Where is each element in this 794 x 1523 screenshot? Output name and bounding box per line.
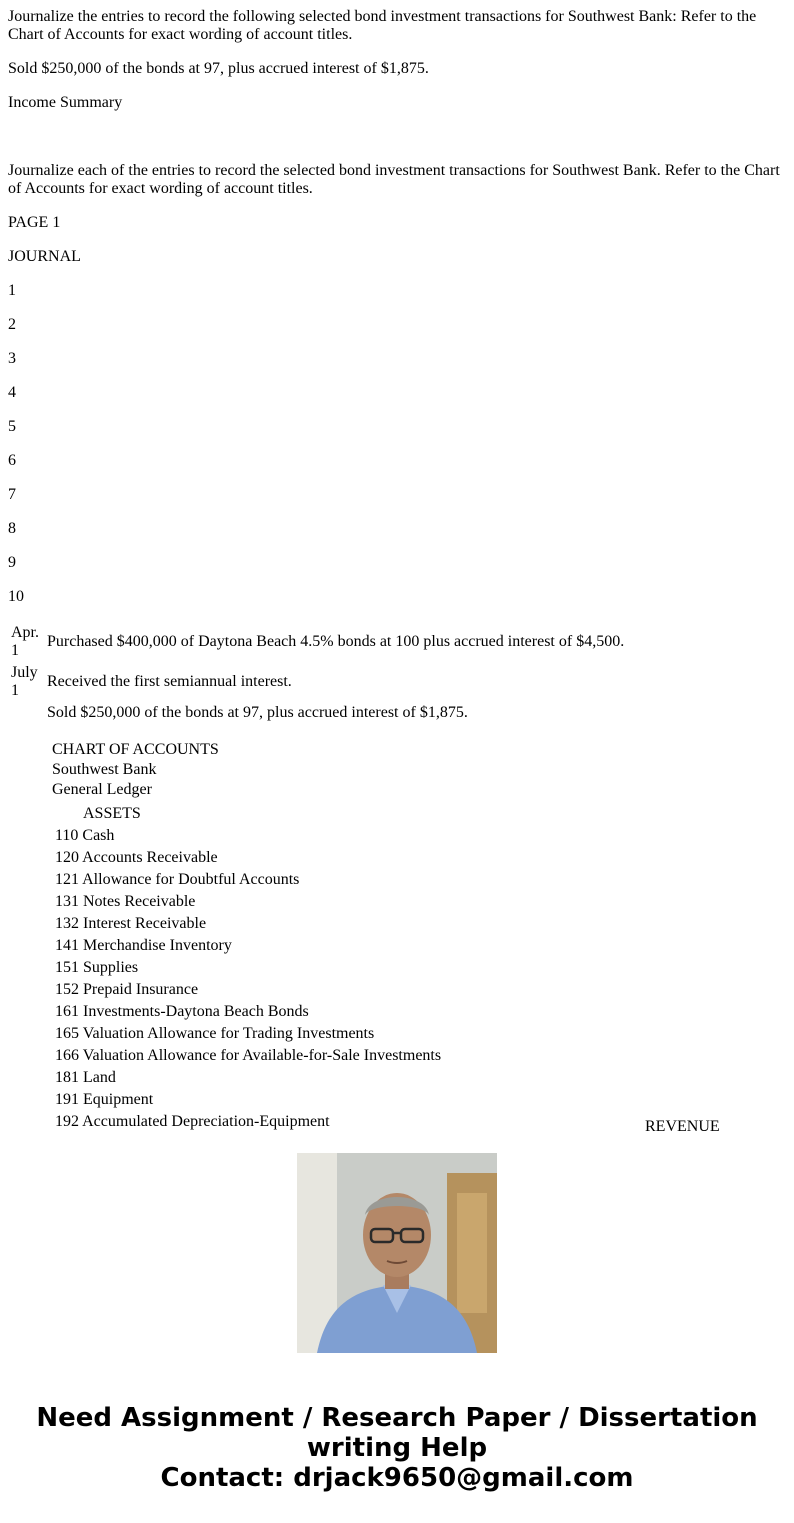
intro-transaction: Sold $250,000 of the bonds at 97, plus accrued interest of $1,875. bbox=[8, 60, 429, 77]
account-row: 110 Cash bbox=[55, 827, 115, 844]
promo-banner bbox=[0, 1403, 794, 1493]
document-body bbox=[8, 8, 786, 622]
page-label: PAGE 1 bbox=[8, 214, 61, 231]
table-row bbox=[10, 623, 625, 661]
journal-line-number: 3 bbox=[8, 350, 16, 367]
coa-company: Southwest Bank bbox=[52, 761, 157, 778]
table-row bbox=[10, 703, 625, 723]
coa-title: CHART OF ACCOUNTS bbox=[52, 741, 219, 758]
journal-line-number: 7 bbox=[8, 486, 16, 503]
account-row: 191 Equipment bbox=[55, 1091, 154, 1108]
journal-line-number: 10 bbox=[8, 588, 24, 605]
transaction-description: Sold $250,000 of the bonds at 97, plus accrued interest of $1,875. bbox=[47, 704, 468, 721]
account-row: 151 Supplies bbox=[55, 959, 139, 976]
table-row bbox=[10, 663, 625, 701]
account-row: 120 Accounts Receivable bbox=[55, 849, 218, 866]
transaction-date: Apr. 1 bbox=[11, 624, 39, 659]
account-row: 181 Land bbox=[55, 1069, 116, 1086]
account-row: 141 Merchandise Inventory bbox=[55, 937, 232, 954]
journal-title: JOURNAL bbox=[8, 248, 81, 265]
transaction-description: Purchased $400,000 of Daytona Beach 4.5% bonds at 100 plus accrued interest of $4,500. bbox=[47, 633, 625, 650]
transaction-date bbox=[10, 703, 44, 723]
author-avatar bbox=[297, 1153, 497, 1353]
intro-instruction: Journalize the entries to record the following selected bond investment transactions for Southwest Bank: Refer to the Chart of Accounts for exact wording of account titles. bbox=[8, 8, 757, 43]
account-row: 131 Notes Receivable bbox=[55, 893, 196, 910]
coa-ledger: General Ledger bbox=[52, 781, 152, 798]
journal-line-number: 1 bbox=[8, 282, 16, 299]
promo-contact: Contact: drjack9650@gmail.com bbox=[160, 1463, 634, 1493]
transaction-description: Received the first semiannual interest. bbox=[47, 673, 292, 690]
transaction-date: July 1 bbox=[11, 664, 38, 699]
journal-line-number: 5 bbox=[8, 418, 16, 435]
journal-line-number: 8 bbox=[8, 520, 16, 537]
transactions-table bbox=[8, 621, 627, 725]
journal-line-number: 9 bbox=[8, 554, 16, 571]
income-summary-label: Income Summary bbox=[8, 94, 123, 111]
account-row: 192 Accumulated Depreciation-Equipment bbox=[55, 1113, 330, 1130]
account-row: 132 Interest Receivable bbox=[55, 915, 207, 932]
coa-section-assets: ASSETS bbox=[83, 805, 141, 822]
account-row: 121 Allowance for Doubtful Accounts bbox=[55, 871, 300, 888]
journal-line-number: 6 bbox=[8, 452, 16, 469]
account-row: 165 Valuation Allowance for Trading Investments bbox=[55, 1025, 375, 1042]
account-row: 152 Prepaid Insurance bbox=[55, 981, 199, 998]
account-row: 166 Valuation Allowance for Available-for-Sale Investments bbox=[55, 1047, 442, 1064]
author-portrait-illustration bbox=[297, 1153, 497, 1353]
promo-headline: Need Assignment / Research Paper / Dissertation writing Help bbox=[36, 1403, 758, 1463]
journal-line-number: 2 bbox=[8, 316, 16, 333]
coa-section-revenue: REVENUE bbox=[645, 1118, 720, 1135]
journal-instruction: Journalize each of the entries to record the selected bond investment transactions for Southwest Bank. Refer to the Chart of Accounts for exact wording of account titles. bbox=[8, 162, 780, 197]
journal-line-number: 4 bbox=[8, 384, 16, 401]
chart-of-accounts bbox=[52, 740, 794, 1135]
account-row: 161 Investments-Daytona Beach Bonds bbox=[55, 1003, 309, 1020]
spacer bbox=[8, 128, 786, 162]
